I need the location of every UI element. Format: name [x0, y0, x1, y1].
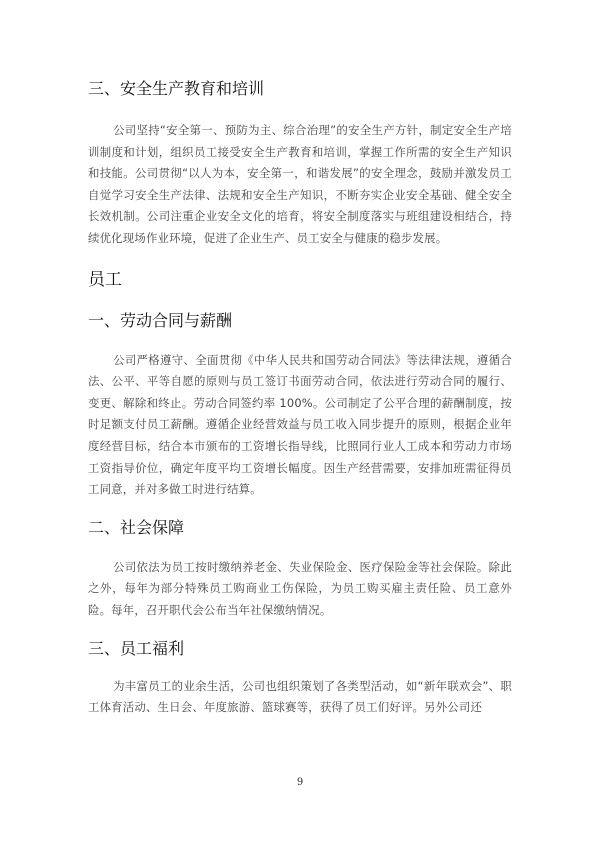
section-heading-safety-training: 三、安全生产教育和培训	[88, 79, 265, 98]
paragraph-social-security: 公司依法为员工按时缴纳养老金、失业保险金、医疗保险金等社会保险。除此之外，每年为部分特殊员工购商业工伤保险，为员工购买雇主责任险、员工意外险。每年，召开职代会公布当年社保缴纳情况。	[88, 559, 512, 617]
page-number: 9	[296, 777, 304, 788]
paragraph-labor-contract: 公司严格遵守、全面贯彻《中华人民共和国劳动合同法》等法律法规，遵循合法、公平、平等自愿的原则与员工签订书面劳动合同，依法进行劳动合同的履行、变更、解除和终止。劳动合同签约率 100%。公司制定了公平合理的薪酬制度，按时足额支付员工薪酬。遵循企业经营效益与员工收入同步提升的原则，根据企业年度经营目标，结合本市颁布的工资增长指导线，比照同行业人工成本和劳动力市场工资指导价位，确定年度平均工资增长幅度。因生产经营需要，安排加班需征得员工同意，并对多做工时进行结算。	[88, 352, 512, 497]
section-heading-welfare: 三、员工福利	[88, 638, 185, 658]
section-heading-labor-contract: 一、劳动合同与薪酬	[88, 310, 233, 330]
paragraph-safety-training: 公司坚持“安全第一、预防为主、综合治理”的安全生产方针，制定安全生产培训制度和计划，组织员工接受安全生产教育和培训，掌握工作所需的安全生产知识和技能。公司贯彻“以人为本，安全第一，和谐发展”的安全理念，鼓励并激发员工自觉学习安全生产法律、法规和安全生产知识，不断夯实企业安全基础、健全安全长效机制。公司注重企业安全文化的培育，将安全制度落实与班组建设相结合，持续优化现场作业环境，促进了企业生产、员工安全与健康的稳步发展。	[88, 123, 512, 245]
paragraph-welfare: 为丰富员工的业余生活，公司也组织策划了各类型活动，如“新年联欢会”、职工体育活动、生日会、年度旅游、篮球赛等，获得了员工们好评。另外公司还	[88, 678, 512, 715]
section-heading-social-security: 二、社会保障	[88, 517, 185, 537]
chapter-heading-employees: 员工	[88, 269, 122, 290]
